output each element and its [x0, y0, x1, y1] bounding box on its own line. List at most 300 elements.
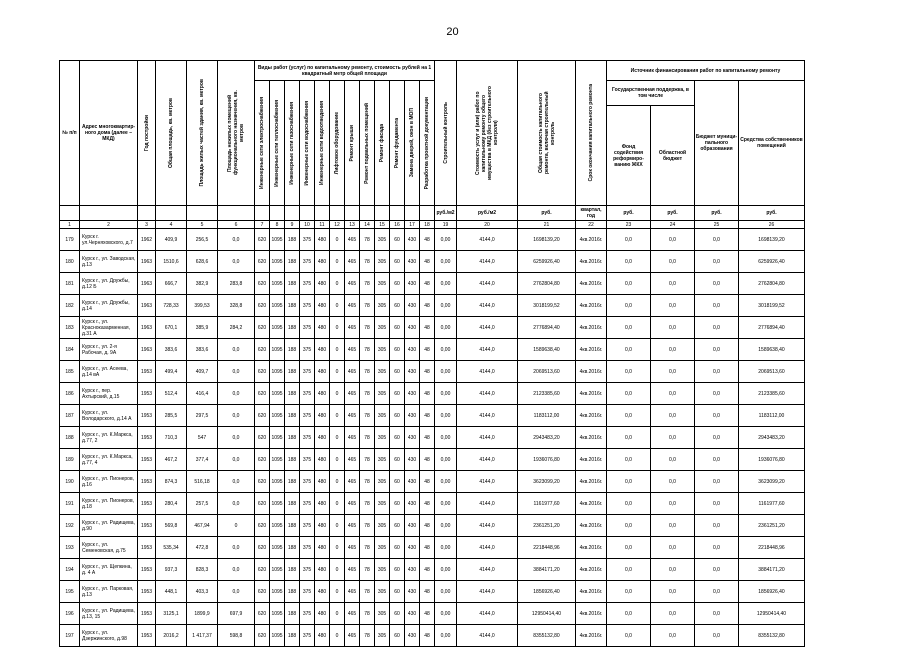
row-total-area: 3125,1	[156, 603, 187, 625]
row-year: 1953	[138, 537, 156, 559]
header-owners-funds: Средства собственников помещений	[739, 81, 805, 206]
row-work-cost: 78	[360, 559, 375, 581]
row-work-cost: 188	[285, 229, 300, 251]
row-nonliving-area: 0,0	[218, 537, 255, 559]
row-work-cost: 1095	[270, 515, 285, 537]
row-deadline: 4кв.2016г.	[576, 625, 607, 647]
row-work-cost: 60	[390, 449, 405, 471]
row-work-cost: 480	[315, 427, 330, 449]
row-regional-budget: 0,0	[651, 251, 695, 273]
row-total-area: 569,8	[156, 515, 187, 537]
row-deadline: 4кв.2016г.	[576, 427, 607, 449]
row-address: Курск г., ул. Асеева, д.14 вА	[80, 361, 138, 383]
row-work-cost: 48	[420, 537, 435, 559]
row-work-cost: 480	[315, 229, 330, 251]
row-living-area: 382,9	[187, 273, 218, 295]
row-no: 193	[60, 537, 80, 559]
row-living-area: 383,6	[187, 339, 218, 361]
row-work-cost: 60	[390, 383, 405, 405]
row-total-cost: 1589638,40	[518, 339, 576, 361]
column-number: 23	[607, 221, 651, 229]
row-fund: 0,0	[607, 559, 651, 581]
row-work-cost: 620	[255, 493, 270, 515]
row-work-cost: 78	[360, 625, 375, 647]
row-work-cost: 305	[375, 405, 390, 427]
row-work-cost: 188	[285, 471, 300, 493]
row-work-cost: 188	[285, 427, 300, 449]
row-total-cost: 1183112,00	[518, 405, 576, 427]
row-no: 182	[60, 295, 80, 317]
row-address: Курск г., ул. Пионеров, д.16	[80, 471, 138, 493]
column-number: 14	[360, 221, 375, 229]
row-work-cost: 465	[345, 317, 360, 339]
header-work-8: Ремонт подвальных помещений	[364, 102, 370, 184]
row-work-cost: 480	[315, 339, 330, 361]
row-work-cost: 1095	[270, 405, 285, 427]
row-no: 179	[60, 229, 80, 251]
row-work-cost: 375	[300, 405, 315, 427]
row-nonliving-area: 284,2	[218, 317, 255, 339]
row-deadline: 4кв.2016г.	[576, 383, 607, 405]
row-living-area: 1 417,37	[187, 625, 218, 647]
row-construction-control: 0,00	[435, 449, 457, 471]
row-regional-budget: 0,0	[651, 339, 695, 361]
row-regional-budget: 0,0	[651, 537, 695, 559]
row-no: 190	[60, 471, 80, 493]
row-cost-per-m2: 4144,0	[457, 493, 518, 515]
row-work-cost: 480	[315, 493, 330, 515]
row-fund: 0,0	[607, 251, 651, 273]
row-year: 1953	[138, 427, 156, 449]
row-work-cost: 0	[330, 361, 345, 383]
table-row	[60, 449, 805, 471]
column-number: 15	[375, 221, 390, 229]
row-work-cost: 620	[255, 603, 270, 625]
table-row	[60, 339, 805, 361]
column-number: 7	[255, 221, 270, 229]
column-number: 9	[285, 221, 300, 229]
header-year: Год постройки	[143, 114, 150, 152]
row-nonliving-area: 0,0	[218, 383, 255, 405]
row-work-cost: 48	[420, 603, 435, 625]
row-work-cost: 480	[315, 273, 330, 295]
row-year: 1953	[138, 405, 156, 427]
row-fund: 0,0	[607, 339, 651, 361]
row-living-area: 297,5	[187, 405, 218, 427]
row-total-cost: 8355132,80	[518, 625, 576, 647]
unit-cell: руб.	[695, 206, 739, 221]
row-nonliving-area: 0,0	[218, 229, 255, 251]
row-construction-control: 0,00	[435, 625, 457, 647]
row-living-area: 416,4	[187, 383, 218, 405]
row-deadline: 4кв.2016г.	[576, 339, 607, 361]
row-work-cost: 0	[330, 603, 345, 625]
row-work-cost: 620	[255, 559, 270, 581]
row-work-cost: 465	[345, 625, 360, 647]
column-number: 21	[518, 221, 576, 229]
row-work-cost: 60	[390, 581, 405, 603]
row-work-cost: 48	[420, 493, 435, 515]
row-work-cost: 48	[420, 295, 435, 317]
row-cost-per-m2: 4144,0	[457, 361, 518, 383]
row-deadline: 4кв.2016г.	[576, 603, 607, 625]
row-work-cost: 1095	[270, 273, 285, 295]
row-regional-budget: 0,0	[651, 273, 695, 295]
row-work-cost: 60	[390, 405, 405, 427]
row-construction-control: 0,00	[435, 405, 457, 427]
row-work-cost: 305	[375, 603, 390, 625]
row-address: Курск г., ул. 2-я Рабочая, д. 9А	[80, 339, 138, 361]
row-construction-control: 0,00	[435, 515, 457, 537]
row-municipal-budget: 0,0	[695, 317, 739, 339]
row-work-cost: 305	[375, 383, 390, 405]
row-cost-per-m2: 4144,0	[457, 449, 518, 471]
row-nonliving-area: 0,0	[218, 449, 255, 471]
row-year: 1963	[138, 273, 156, 295]
row-work-cost: 188	[285, 515, 300, 537]
row-work-cost: 465	[345, 339, 360, 361]
row-living-area: 628,6	[187, 251, 218, 273]
row-municipal-budget: 0,0	[695, 625, 739, 647]
row-work-cost: 48	[420, 405, 435, 427]
row-fund: 0,0	[607, 581, 651, 603]
row-work-cost: 620	[255, 581, 270, 603]
row-work-cost: 375	[300, 361, 315, 383]
row-work-cost: 465	[345, 537, 360, 559]
table-row	[60, 405, 805, 427]
row-regional-budget: 0,0	[651, 449, 695, 471]
row-municipal-budget: 0,0	[695, 493, 739, 515]
row-work-cost: 375	[300, 493, 315, 515]
row-work-cost: 465	[345, 295, 360, 317]
row-fund: 0,0	[607, 273, 651, 295]
row-work-cost: 48	[420, 515, 435, 537]
row-no: 188	[60, 427, 80, 449]
row-work-cost: 375	[300, 229, 315, 251]
row-regional-budget: 0,0	[651, 361, 695, 383]
row-municipal-budget: 0,0	[695, 295, 739, 317]
row-work-cost: 480	[315, 251, 330, 273]
row-fund: 0,0	[607, 515, 651, 537]
row-deadline: 4кв.2016г.	[576, 405, 607, 427]
row-municipal-budget: 0,0	[695, 515, 739, 537]
row-no: 184	[60, 339, 80, 361]
row-work-cost: 375	[300, 559, 315, 581]
row-address: Курск г., ул. Дружбы, д.14	[80, 295, 138, 317]
row-work-cost: 375	[300, 317, 315, 339]
row-work-cost: 465	[345, 471, 360, 493]
header-work-7: Ремонт крыши	[349, 124, 355, 162]
row-address: Курск г., ул. К.Маркса, д.77, 4	[80, 449, 138, 471]
row-work-cost: 188	[285, 383, 300, 405]
row-address: Курск г., ул. Заводская, д.13	[80, 251, 138, 273]
row-address: Курск г., ул. Красноказарменная, д.31 А	[80, 317, 138, 339]
row-nonliving-area: 0,0	[218, 361, 255, 383]
row-work-cost: 0	[330, 625, 345, 647]
row-no: 192	[60, 515, 80, 537]
row-living-area: 516,18	[187, 471, 218, 493]
row-deadline: 4кв.2016г.	[576, 251, 607, 273]
row-work-cost: 430	[405, 229, 420, 251]
row-work-cost: 620	[255, 229, 270, 251]
row-work-cost: 305	[375, 317, 390, 339]
row-work-cost: 0	[330, 427, 345, 449]
row-work-cost: 48	[420, 339, 435, 361]
row-address: Курск г., ул. Щепкина, д. 4 А	[80, 559, 138, 581]
row-no: 180	[60, 251, 80, 273]
row-work-cost: 188	[285, 273, 300, 295]
row-work-cost: 430	[405, 295, 420, 317]
row-work-cost: 1095	[270, 581, 285, 603]
row-work-cost: 78	[360, 427, 375, 449]
row-owners-funds: 1183112,00	[739, 405, 805, 427]
row-deadline: 4кв.2016г.	[576, 273, 607, 295]
table-row	[60, 471, 805, 493]
row-total-area: 2016,2	[156, 625, 187, 647]
row-work-cost: 0	[330, 273, 345, 295]
header-deadline: Срок окончания капитального ремонта	[588, 84, 594, 182]
row-living-area: 547	[187, 427, 218, 449]
row-work-cost: 430	[405, 471, 420, 493]
row-fund: 0,0	[607, 427, 651, 449]
row-work-cost: 480	[315, 559, 330, 581]
row-work-cost: 60	[390, 537, 405, 559]
row-work-cost: 305	[375, 229, 390, 251]
row-no: 196	[60, 603, 80, 625]
row-cost-per-m2: 4144,0	[457, 251, 518, 273]
row-total-cost: 1856926,40	[518, 581, 576, 603]
row-address: Курск г., пер. Ахтырский, д.15	[80, 383, 138, 405]
row-regional-budget: 0,0	[651, 427, 695, 449]
header-work-2: Инженерные сети теплоснабжения	[274, 99, 280, 187]
row-work-cost: 305	[375, 427, 390, 449]
row-total-cost: 3623099,20	[518, 471, 576, 493]
row-total-cost: 1698139,20	[518, 229, 576, 251]
row-work-cost: 375	[300, 471, 315, 493]
row-work-cost: 430	[405, 537, 420, 559]
row-fund: 0,0	[607, 449, 651, 471]
row-owners-funds: 2762804,80	[739, 273, 805, 295]
header-municipal-budget: Бюджет муници-пального образования	[695, 81, 739, 206]
row-living-area: 409,7	[187, 361, 218, 383]
column-number: 25	[695, 221, 739, 229]
table-row	[60, 295, 805, 317]
row-fund: 0,0	[607, 383, 651, 405]
row-construction-control: 0,00	[435, 581, 457, 603]
column-number: 16	[390, 221, 405, 229]
row-work-cost: 78	[360, 449, 375, 471]
row-work-cost: 375	[300, 251, 315, 273]
row-work-cost: 305	[375, 537, 390, 559]
header-works-group: Виды работ (услуг) по капитальному ремонту, стоимость рублей на 1 квадратный метр общей площади	[255, 61, 435, 81]
row-work-cost: 480	[315, 581, 330, 603]
row-work-cost: 78	[360, 383, 375, 405]
row-work-cost: 60	[390, 317, 405, 339]
row-address: Курск г., ул. Радищева, д.90	[80, 515, 138, 537]
row-cost-per-m2: 4144,0	[457, 427, 518, 449]
table-row	[60, 383, 805, 405]
row-cost-per-m2: 4144,0	[457, 625, 518, 647]
column-number: 1	[60, 221, 80, 229]
row-total-area: 285,5	[156, 405, 187, 427]
row-work-cost: 430	[405, 251, 420, 273]
row-work-cost: 60	[390, 339, 405, 361]
row-construction-control: 0,00	[435, 229, 457, 251]
row-work-cost: 78	[360, 361, 375, 383]
row-work-cost: 480	[315, 515, 330, 537]
row-work-cost: 620	[255, 317, 270, 339]
row-construction-control: 0,00	[435, 427, 457, 449]
header-living-area: Площадь жилых частей здания, кв. метров	[199, 79, 205, 187]
row-total-area: 467,2	[156, 449, 187, 471]
row-work-cost: 375	[300, 581, 315, 603]
table-row	[60, 273, 805, 295]
row-owners-funds: 3018199,52	[739, 295, 805, 317]
row-work-cost: 188	[285, 559, 300, 581]
row-year: 1953	[138, 581, 156, 603]
row-work-cost: 375	[300, 625, 315, 647]
row-municipal-budget: 0,0	[695, 603, 739, 625]
row-year: 1963	[138, 295, 156, 317]
row-no: 187	[60, 405, 80, 427]
row-work-cost: 1095	[270, 295, 285, 317]
row-regional-budget: 0,0	[651, 603, 695, 625]
row-no: 191	[60, 493, 80, 515]
row-work-cost: 480	[315, 537, 330, 559]
row-work-cost: 430	[405, 361, 420, 383]
column-number: 19	[435, 221, 457, 229]
row-work-cost: 480	[315, 361, 330, 383]
row-work-cost: 60	[390, 295, 405, 317]
row-work-cost: 465	[345, 559, 360, 581]
row-regional-budget: 0,0	[651, 625, 695, 647]
row-work-cost: 480	[315, 405, 330, 427]
row-living-area: 828,3	[187, 559, 218, 581]
column-number: 4	[156, 221, 187, 229]
row-total-area: 728,33	[156, 295, 187, 317]
row-total-cost: 2943483,20	[518, 427, 576, 449]
row-work-cost: 305	[375, 493, 390, 515]
row-fund: 0,0	[607, 471, 651, 493]
row-work-cost: 1095	[270, 625, 285, 647]
column-numbers-row	[60, 221, 805, 229]
row-owners-funds: 8355132,80	[739, 625, 805, 647]
row-year: 1953	[138, 383, 156, 405]
row-nonliving-area: 0,0	[218, 493, 255, 515]
row-work-cost: 305	[375, 273, 390, 295]
row-work-cost: 1095	[270, 361, 285, 383]
row-total-cost: 12950414,40	[518, 603, 576, 625]
row-year: 1953	[138, 603, 156, 625]
row-work-cost: 305	[375, 559, 390, 581]
row-work-cost: 305	[375, 251, 390, 273]
row-work-cost: 305	[375, 581, 390, 603]
row-work-cost: 465	[345, 383, 360, 405]
header-work-12: Разработка проектной документации	[424, 96, 430, 190]
row-year: 1963	[138, 251, 156, 273]
row-work-cost: 465	[345, 449, 360, 471]
row-work-cost: 78	[360, 317, 375, 339]
column-number: 17	[405, 221, 420, 229]
row-work-cost: 60	[390, 515, 405, 537]
row-cost-per-m2: 4144,0	[457, 405, 518, 427]
row-work-cost: 48	[420, 581, 435, 603]
row-owners-funds: 2218448,96	[739, 537, 805, 559]
header-total-area: Общая площадь, кв. метров	[168, 97, 174, 168]
column-number: 20	[457, 221, 518, 229]
row-work-cost: 305	[375, 471, 390, 493]
row-cost-per-m2: 4144,0	[457, 471, 518, 493]
column-number: 26	[739, 221, 805, 229]
row-total-area: 409,9	[156, 229, 187, 251]
row-work-cost: 78	[360, 229, 375, 251]
row-work-cost: 48	[420, 273, 435, 295]
unit-cell: руб.	[518, 206, 576, 221]
row-living-area: 377,4	[187, 449, 218, 471]
row-work-cost: 465	[345, 581, 360, 603]
row-nonliving-area: 697,9	[218, 603, 255, 625]
header-fund: Фонд содействия реформиро-ванию ЖКХ	[607, 106, 651, 206]
header-work-1: Инженерные сети электроснабжения	[259, 97, 265, 189]
row-work-cost: 188	[285, 449, 300, 471]
row-work-cost: 60	[390, 361, 405, 383]
row-living-area: 1899,9	[187, 603, 218, 625]
row-work-cost: 465	[345, 405, 360, 427]
row-municipal-budget: 0,0	[695, 361, 739, 383]
row-work-cost: 60	[390, 603, 405, 625]
header-total-cost: Общая стоимость капитального ремонта, включая строительный контроль	[537, 91, 556, 175]
row-work-cost: 60	[390, 559, 405, 581]
row-total-cost: 2776894,40	[518, 317, 576, 339]
row-total-cost: 1161977,60	[518, 493, 576, 515]
row-work-cost: 480	[315, 317, 330, 339]
row-work-cost: 480	[315, 449, 330, 471]
row-work-cost: 0	[330, 581, 345, 603]
column-number: 12	[330, 221, 345, 229]
column-number: 6	[218, 221, 255, 229]
header-work-3: Инженерные сети газоснабжения	[289, 101, 295, 185]
table-row	[60, 229, 805, 251]
row-work-cost: 465	[345, 273, 360, 295]
header-work-11: Замена дверей, окон в МОП	[409, 108, 415, 178]
row-no: 183	[60, 317, 80, 339]
row-regional-budget: 0,0	[651, 493, 695, 515]
row-work-cost: 0	[330, 229, 345, 251]
row-total-cost: 3884171,20	[518, 559, 576, 581]
row-municipal-budget: 0,0	[695, 559, 739, 581]
row-construction-control: 0,00	[435, 273, 457, 295]
row-work-cost: 620	[255, 449, 270, 471]
row-work-cost: 620	[255, 537, 270, 559]
row-work-cost: 0	[330, 251, 345, 273]
row-regional-budget: 0,0	[651, 229, 695, 251]
row-owners-funds: 3623099,20	[739, 471, 805, 493]
header-work-6: Лифтовое оборудование	[334, 111, 340, 175]
row-fund: 0,0	[607, 625, 651, 647]
row-nonliving-area: 328,8	[218, 295, 255, 317]
row-address: Курск г., ул. К.Маркса, д.77, 2	[80, 427, 138, 449]
row-work-cost: 375	[300, 603, 315, 625]
row-municipal-budget: 0,0	[695, 471, 739, 493]
unit-cell: руб.	[607, 206, 651, 221]
row-total-area: 710,3	[156, 427, 187, 449]
row-work-cost: 430	[405, 581, 420, 603]
row-no: 195	[60, 581, 80, 603]
row-deadline: 4кв.2016г.	[576, 537, 607, 559]
row-work-cost: 78	[360, 273, 375, 295]
row-work-cost: 430	[405, 603, 420, 625]
row-work-cost: 375	[300, 515, 315, 537]
